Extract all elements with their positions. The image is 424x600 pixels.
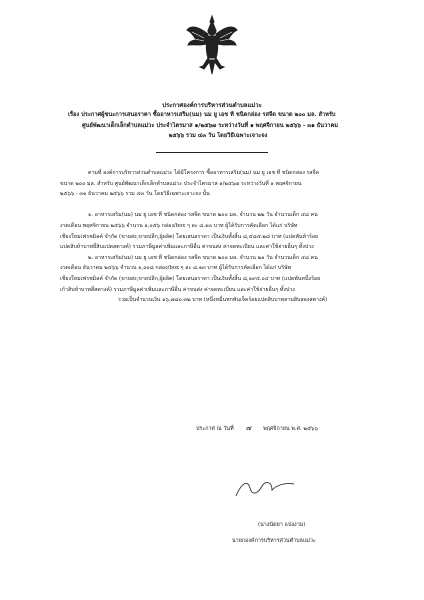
document-title: ประกาศองค์การบริหารส่วนตำบลแม่วะ (162, 102, 262, 109)
item-line: เชียงใหม่เฟรชมิลค์ จำกัด (ขายส่ง,ขายปลีก,ผู้ผลิต) โดยเสนอราคา เป็นเงินทั้งสิ้น ๘,๑๙๕.๐๔ บาท (แปดพันหนึ่งร้อย (60, 275, 321, 282)
announce-prefix: ประกาศ ณ วันที่ (196, 426, 234, 432)
handwritten-signature-icon (232, 476, 302, 502)
intro-line: ๒๕๖๖ - ๓๑ ธันวาคม ๒๕๖๖ รวม ๔๓ วัน โดยวิธีเฉพาะเจาะจง นั้น (60, 191, 210, 198)
garuda-emblem-icon (186, 14, 238, 76)
item-line: งวดเดือน พฤศจิกายน ๒๕๖๖ จำนวน ๑,๐๕๖ กล่อง/box ๆ ละ ๘.๑๓ บาท ผู้ได้รับการคัดเลือก ได้แก่ บริษัท (60, 222, 298, 229)
title-divider (156, 152, 268, 153)
item-line: ๑. อาหารเสริม(นม) นม ยู เอช ที ชนิดกล่อง รสจืด ขนาด ๒๐๐ มล. จำนวน ๒๒ วัน จำนวนเด็ก ๔๘ คน (88, 212, 318, 219)
paragraph-gap (60, 200, 380, 211)
total-line: รวมเป็นจำนวนเงิน ๑๖,๗๘๐.๓๒ บาท (หนึ่งหมื่นหกพันเจ็ดร้อยแปดสิบบาทสามสิบสองสตางค์) (118, 297, 328, 304)
subject-block (68, 110, 368, 142)
subject-line: ๒๕๖๖ รวม ๔๓ วัน โดยวิธีเฉพาะเจาะจง (168, 133, 268, 139)
item-line: ๒. อาหารเสริม(นม) นม ยู เอช ที ชนิดกล่อง รสจืด ขนาด ๒๐๐ มล. จำนวน ๒๑ วัน จำนวนเด็ก ๔๘ คน (88, 254, 318, 261)
signer-title: นายกองค์การบริหารส่วนตำบลแม่วะ (232, 538, 316, 544)
announce-month-year: พฤศจิกายน พ.ศ. ๒๕๖๖ (263, 426, 318, 432)
item-line: เก้าสิบห้าบาทสี่สตางค์) รวมภาษีมูลค่าเพิ่มและภาษีอื่น ค่าขนส่ง ค่าจดทะเบียน และค่าใช้จ่ายอื่นๆ ทั้งปวง (60, 286, 295, 293)
signer-name: (นางนัดยา แปงงาม) (258, 522, 306, 528)
item-line: เชียงใหม่เฟรชมิลค์ จำกัด (ขายส่ง,ขายปลีก,ผู้ผลิต) โดยเสนอราคา เป็นเงินทั้งสิ้น ๘,๕๘๕.๒๘ บาท (แปดพันห้าร้อย (60, 233, 319, 240)
announce-date (0, 423, 424, 434)
subject-line: ศูนย์พัฒนาเด็กเล็กตำบลแม่วะ ประจำไตรมาส ๑/๒๕๖๗ ระหว่างวันที่ ๑ พฤศจิกายน ๒๕๖๖ - ๓๑ ธันวาคม (82, 122, 339, 129)
intro-line: ขนาด ๒๐๐ มล. สำหรับ ศูนย์พัฒนาเด็กเล็กตำบลแม่วะ ประจำไตรมาส ๑/๒๕๖๗ ระหว่างวันที่ ๑ พฤศจิกายน (60, 180, 302, 187)
intro-line: ตามที่ องค์การบริหารส่วนตำบลแม่วะ ได้มีโครงการ ซื้ออาหารเสริม(นม) นม ยู เอช ที ชนิดกล่อง รสจืด (88, 170, 320, 176)
announcement-body (60, 168, 380, 306)
announce-day: ๗ (245, 424, 251, 432)
item-line: งวดเดือน ธันวาคม ๒๕๖๖ จำนวน ๑,๐๐๘ กล่อง/box ๆ ละ ๘.๑๓ บาท ผู้ได้รับการคัดเลือก ได้แก่ บริษัท (60, 265, 292, 272)
item-line: แปดสิบห้าบาทยี่สิบแปดสตางค์) รวมภาษีมูลค่าเพิ่มและภาษีอื่น ค่าขนส่ง ค่าจดทะเบียน และค่าใช้จ่ายอื่นๆ ทั้งปวง (60, 244, 314, 251)
subject-line: เรื่อง ประกาศผู้ชนะการเสนอราคา ซื้ออาหารเสริม(นม) นม ยู เอช ที ชนิดกล่อง รสจืด ขนาด ๒๐๐ มล. สำหรับ (68, 112, 336, 118)
